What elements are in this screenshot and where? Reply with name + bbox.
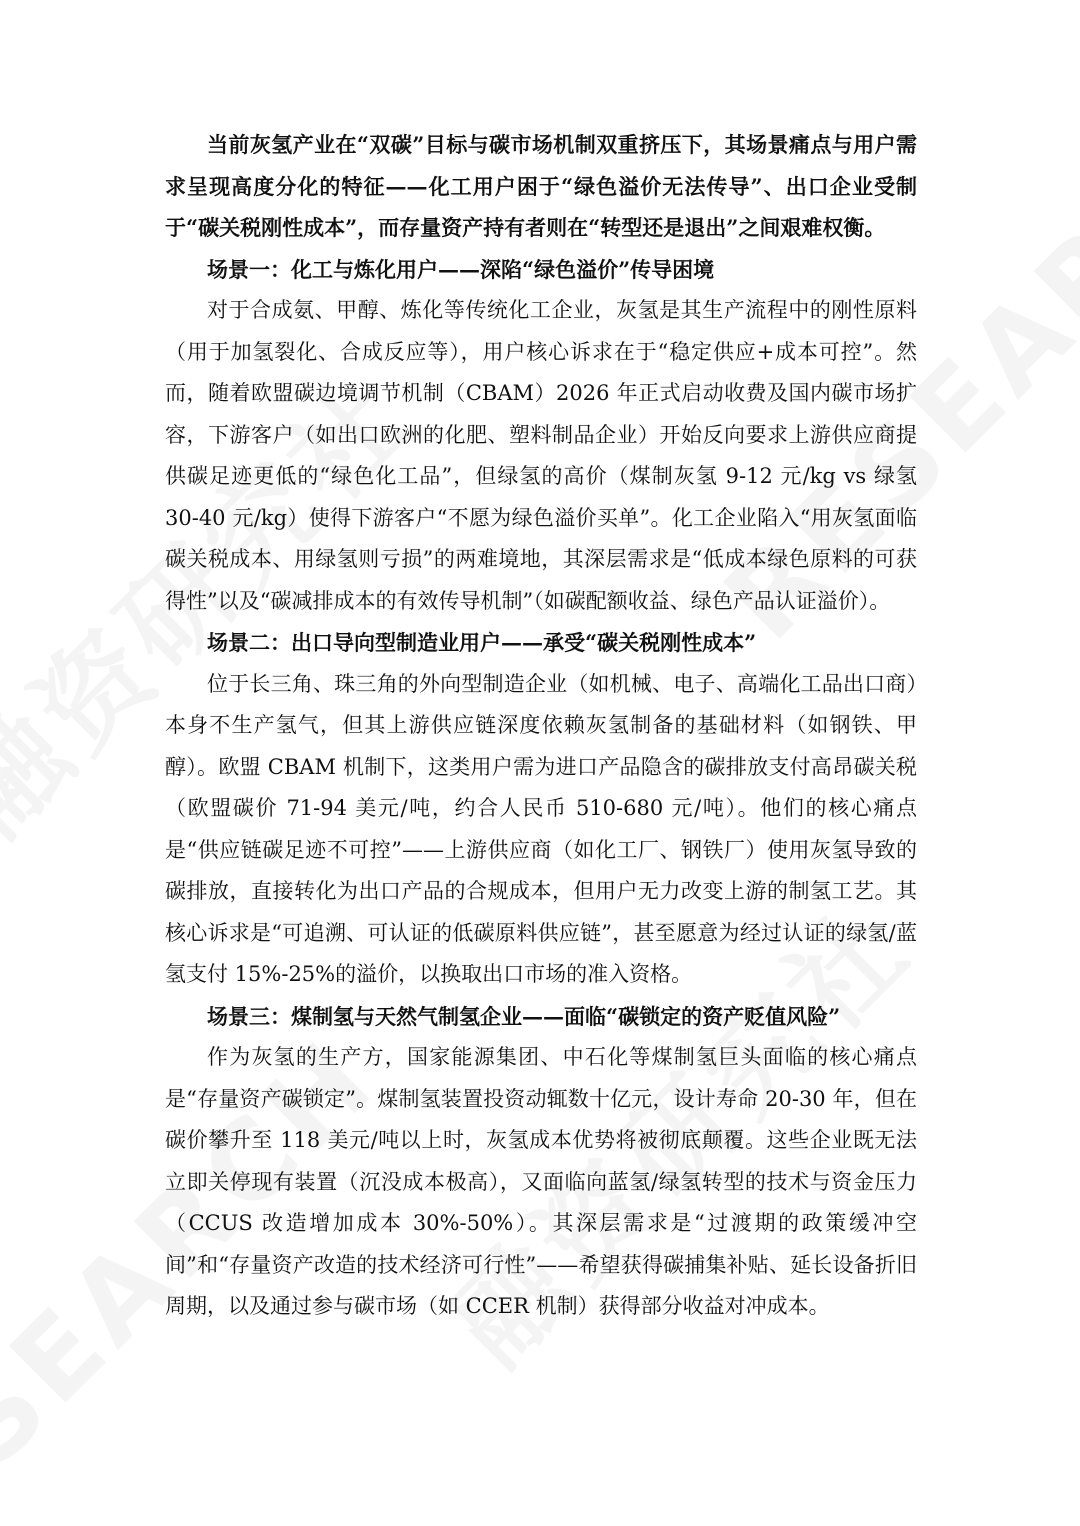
scene-2-body: 位于长三角、珠三角的外向型制造企业（如机械、电子、高端化工品出口商）本身不生产氢气，但其上游供应链深度依赖灰氢制备的基础材料（如钢铁、甲醇）。欧盟 CBAM 机制下，这类用户需为进口产品隐含的碳排放支付高昂碳关税（欧盟碳价 71-94 美元/吨，约合人民币 510-680 元/吨）。他们的核心痛点是“供应链碳足迹不可控”——上游供应商（如化工厂、钢铁厂）使用灰氢导致的碳排放，直接转化为出口产品的合规成本，但用户无力改变上游的制氢工艺。其核心诉求是“可追溯、可认证的低碳原料供应链”，甚至愿意为经过认证的绿氢/蓝氢支付 15%-25%的溢价，以换取出口市场的准入资格。 <box>165 671 917 986</box>
scene-3-body: 作为灰氢的生产方，国家能源集团、中石化等煤制氢巨头面临的核心痛点是“存量资产碳锁定”。煤制氢装置投资动辄数十亿元，设计寿命 20-30 年，但在碳价攀升至 118 美元/吨以上时，灰氢成本优势将被彻底颠覆。这些企业既无法立即关停现有装置（沉没成本极高），又面临向蓝氢/绿氢转型的技术与资金压力（CCUS 改造增加成本 30%-50%）。其深层需求是“过渡期的政策缓冲空间”和“存量资产改造的技术经济可行性”——希望获得碳捕集补贴、延长设备折旧周期，以及通过参与碳市场（如 CCER 机制）获得部分收益对冲成本。 <box>165 1045 917 1318</box>
scene-1-body: 对于合成氨、甲醇、炼化等传统化工企业，灰氢是其生产流程中的刚性原料（用于加氢裂化、合成反应等），用户核心诉求在于“稳定供应+成本可控”。然而，随着欧盟碳边境调节机制（CBAM）2026 年正式启动收费及国内碳市场扩容，下游客户（如出口欧洲的化肥、塑料制品企业）开始反向要求上游供应商提供碳足迹更低的“绿色化工品”，但绿氢的高价（煤制灰氢 9-12 元/kg vs 绿氢 30-40 元/kg）使得下游客户“不愿为绿色溢价买单”。化工企业陷入“用灰氢面临碳关税成本、用绿氢则亏损”的两难境地，其深层需求是“低成本绿色原料的可获得性”以及“碳减排成本的有效传导机制”（如碳配额收益、绿色产品认证溢价）。 <box>165 298 917 613</box>
scene-2-heading: 场景二：出口导向型制造业用户——承受“碳关税刚性成本” <box>207 630 757 655</box>
document-page <box>165 124 917 1328</box>
intro-paragraph: 当前灰氢产业在“双碳”目标与碳市场机制双重挤压下，其场景痛点与用户需求呈现高度分化的特征——化工用户困于“绿色溢价无法传导”、出口企业受制于“碳关税刚性成本”，而存量资产持有者则在“转型还是退出”之间艰难权衡。 <box>165 132 917 240</box>
scene-1-heading: 场景一：化工与炼化用户——深陷“绿色溢价”传导困境 <box>207 256 715 282</box>
scene-3-heading: 场景三：煤制氢与天然气制氢企业——面临“碳锁定的资产贬值风险” <box>207 1003 841 1029</box>
